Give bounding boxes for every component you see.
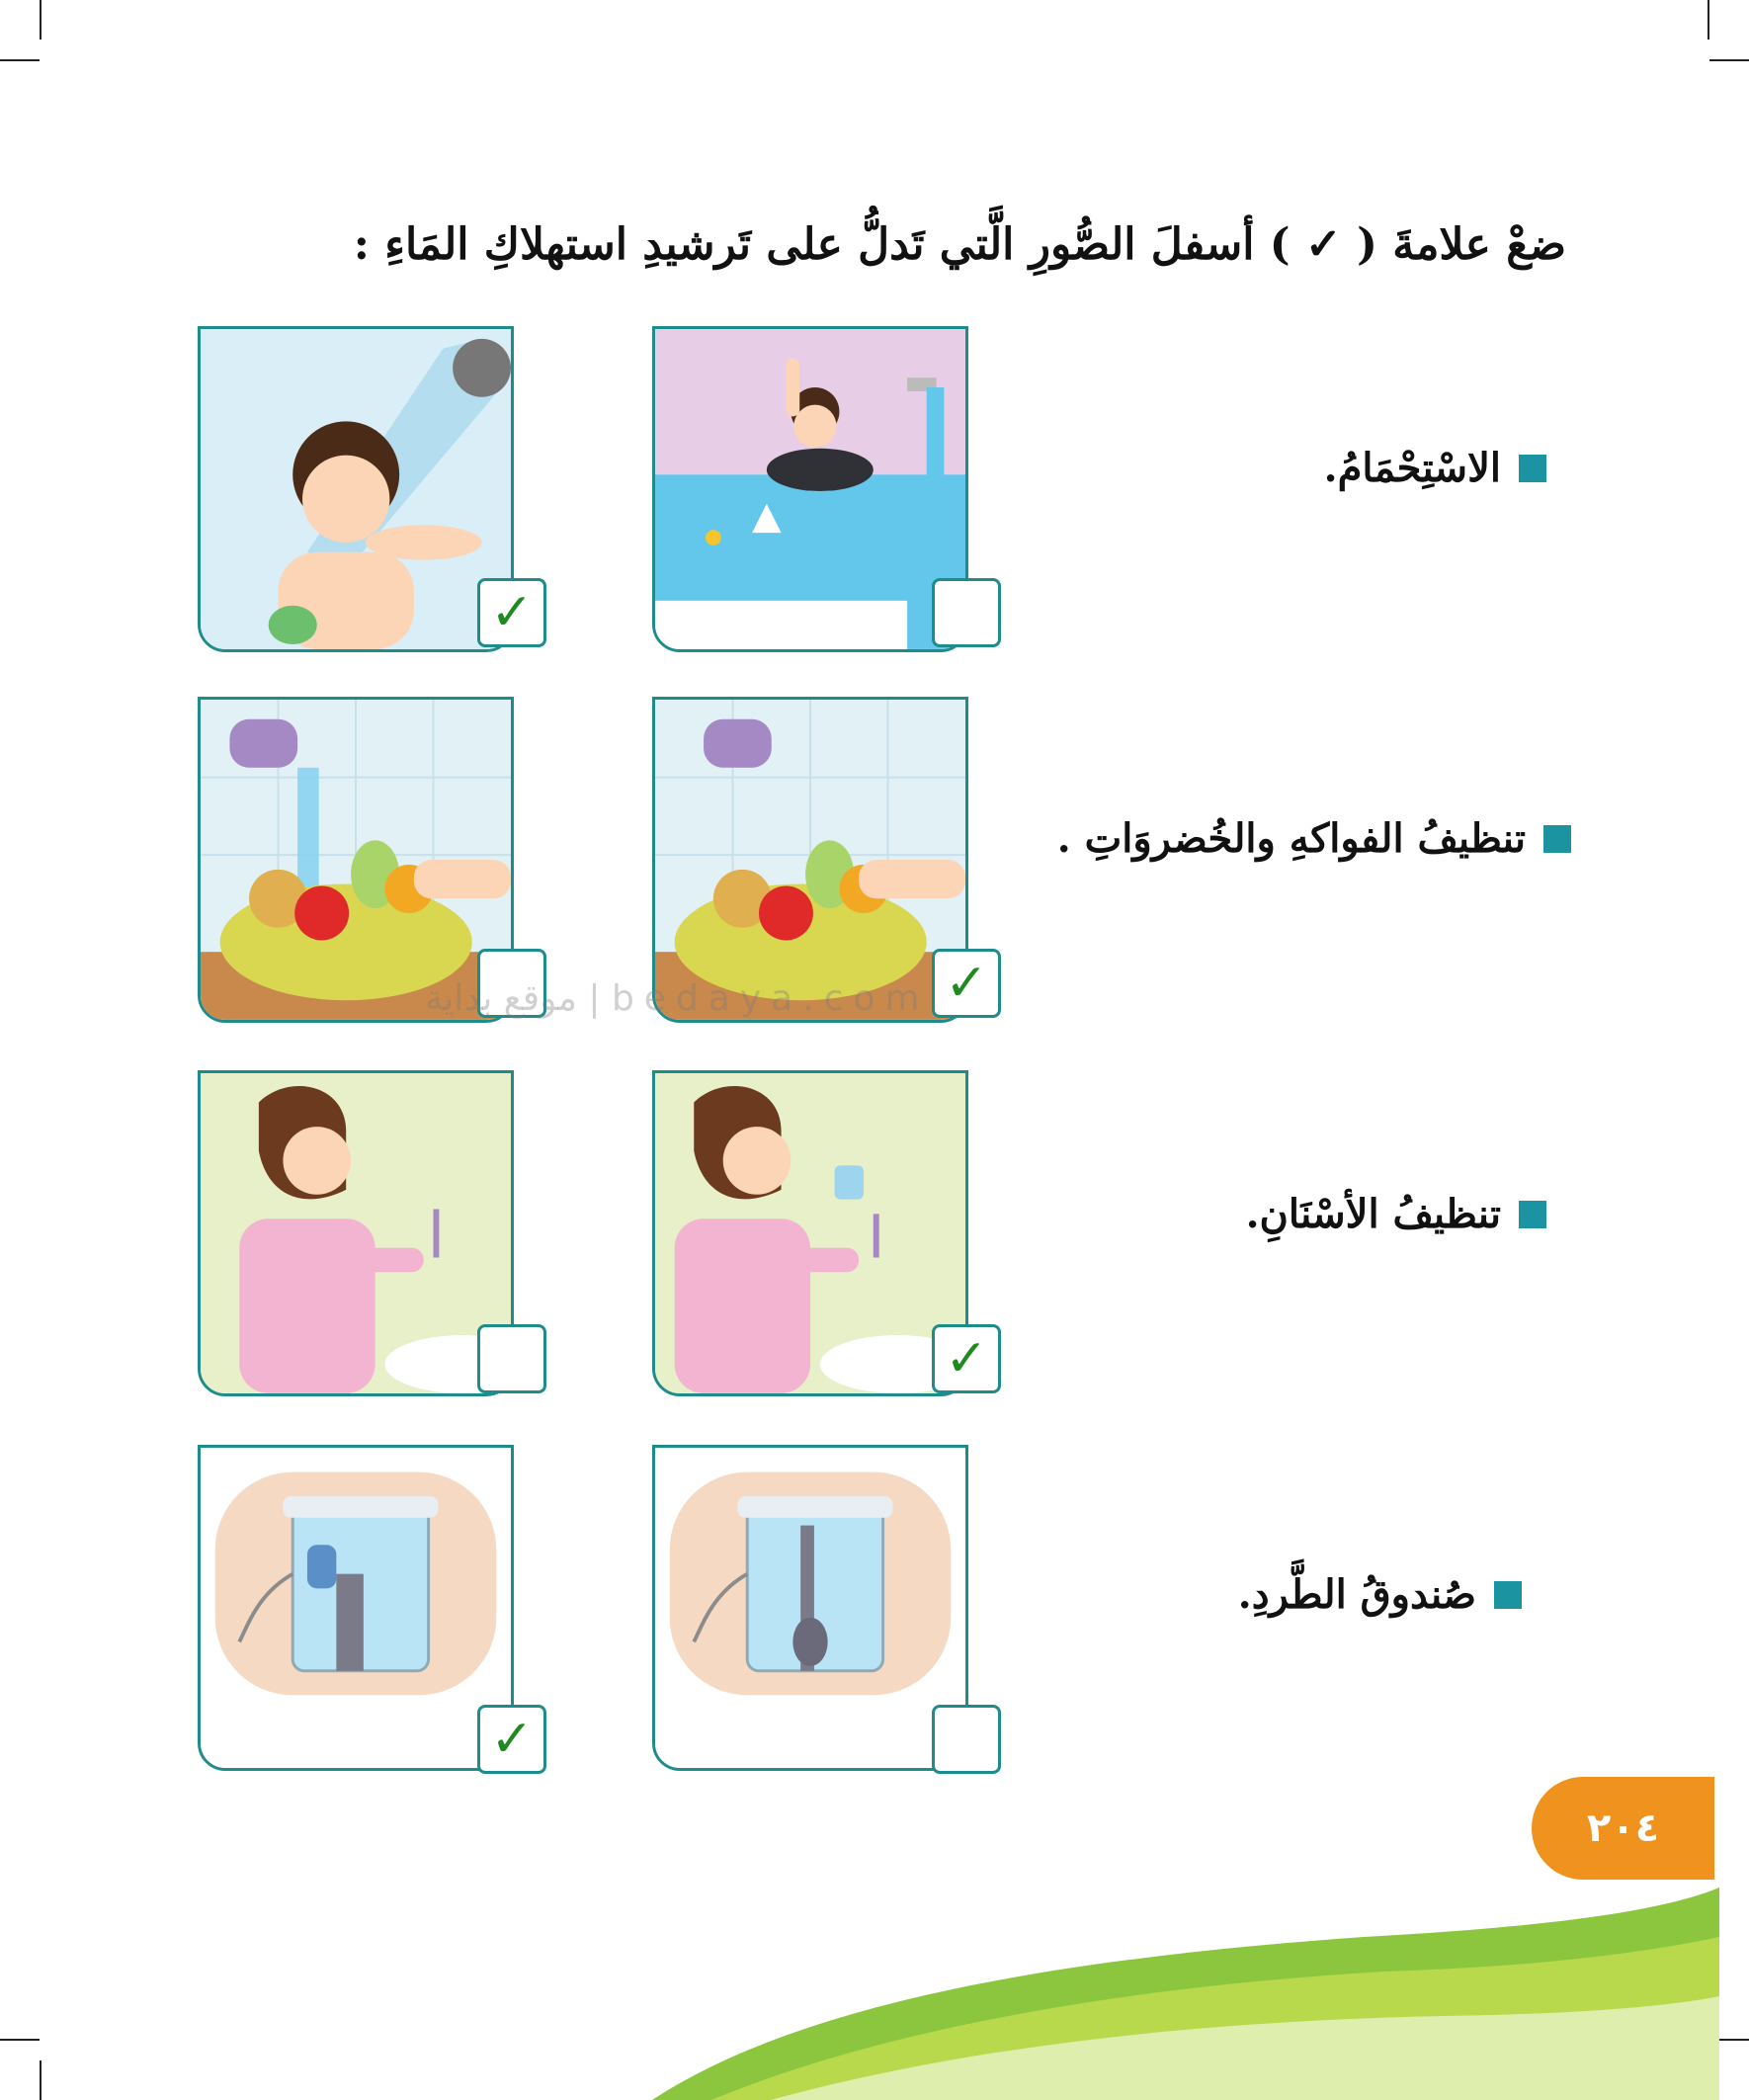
checkmark: ✓ [490,1710,534,1769]
checkmark: ✓ [490,583,534,642]
row-label-teeth: تنظيفُ الأسْنَانِ. [1246,1191,1546,1237]
page-number: ٢٠٤ [1532,1777,1714,1880]
checkmark: ✓ [945,954,988,1013]
row-label-flush-tank: صُندوقُ الطَّردِ. [1238,1571,1522,1618]
row-label-shower: الاسْتِحْمَامُ. [1324,445,1546,491]
exercise-instruction: ضعْ علامةَ ( ✓ ) أسفلَ الصُّورِ الَّتي تَدلُّ على تَرشيدِ استهلاكِ المَاءِ : [353,219,1566,270]
checkmark: ✓ [945,1329,988,1388]
row-label-fruits: تنظيفُ الفواكهِ والخُضروَاتِ . [1057,815,1571,862]
watermark: موقع بداية | bedaya.com [425,978,930,1019]
